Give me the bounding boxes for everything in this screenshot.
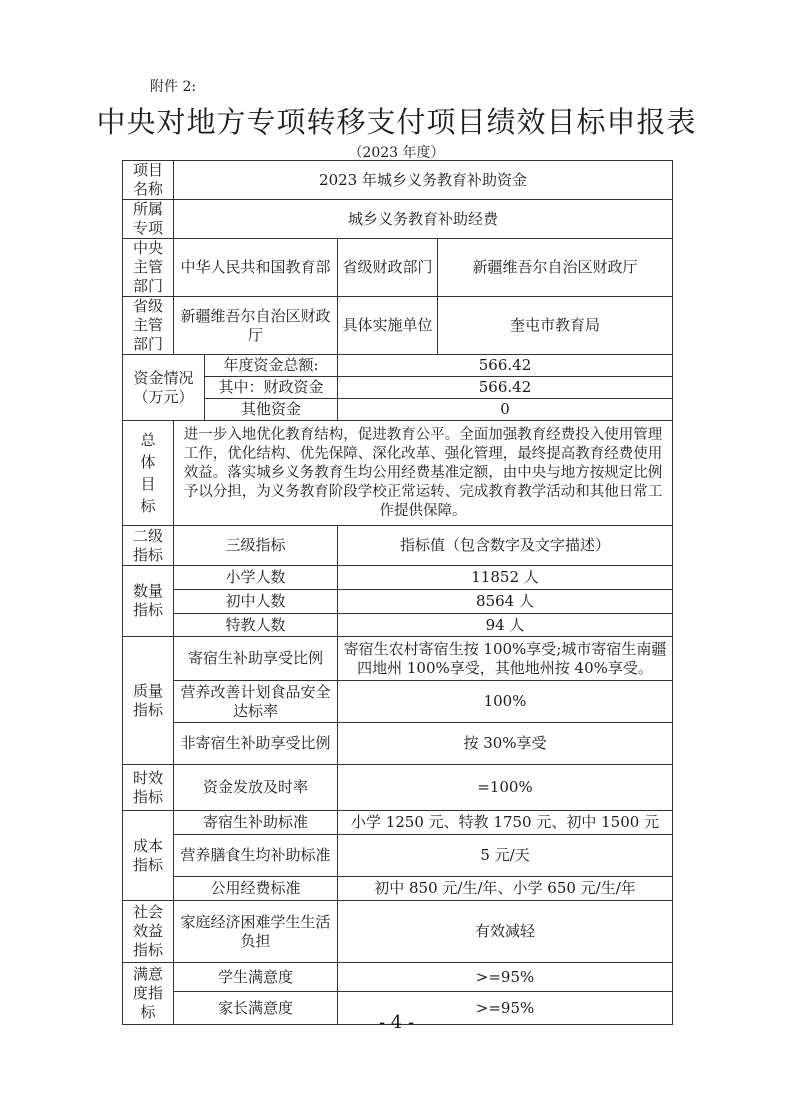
col-level3-header: 三级指标	[174, 526, 338, 566]
impl-unit-value: 奎屯市教育局	[438, 297, 673, 355]
funds-fiscal-value: 566.42	[338, 377, 673, 399]
row-quantity-1	[123, 566, 673, 590]
c2-value: 5 元/天	[338, 835, 673, 877]
row-indicator-header	[123, 526, 673, 566]
prov-finance-label: 省级财政部门	[338, 239, 438, 297]
row-funds-total	[123, 355, 673, 377]
sa1-name: 学生满意度	[174, 963, 338, 992]
quality-label: 质量指标	[123, 637, 174, 765]
row-cost-1	[123, 811, 673, 835]
impl-unit-label: 具体实施单位	[338, 297, 438, 355]
q3-name: 特教人数	[174, 614, 338, 637]
sa1-value: >=95%	[338, 963, 673, 992]
funds-label: 资金情况（万元）	[123, 355, 205, 421]
s1-name: 家庭经济困难学生生活负担	[174, 901, 338, 963]
ql3-name: 非寄宿生补助享受比例	[174, 723, 338, 765]
row-cost-3	[123, 877, 673, 901]
prov-finance-value: 新疆维吾尔自治区财政厅	[438, 239, 673, 297]
c3-name: 公用经费标准	[174, 877, 338, 901]
row-project-name	[123, 161, 673, 200]
s1-value: 有效减轻	[338, 901, 673, 963]
funds-other-label: 其他资金	[205, 399, 338, 421]
quantity-label: 数量指标	[123, 566, 174, 637]
ql1-value: 寄宿生农村寄宿生按 100%享受;城市寄宿生南疆四地州 100%享受，其他地州按 40%享受。	[338, 637, 673, 681]
row-satis-1	[123, 963, 673, 992]
row-depts-2	[123, 297, 673, 355]
prov-dept-label: 省级主管部门	[123, 297, 174, 355]
q2-name: 初中人数	[174, 590, 338, 614]
row-cost-2	[123, 835, 673, 877]
overall-goal-text: 进一步入地优化教育结构，促进教育公平。全面加强教育经费投入使用管理工作，优化结构、优先保障、深化改革、强化管理，最终提高教育经费使用效益。落实城乡义务教育生均公用经费基准定额，由中央与地方按规定比例予以分担，为义务教育阶段学校正常运转、完成教育教学活动和其他日常工作提供保障。	[174, 421, 673, 526]
attachment-label: 附件 2:	[150, 79, 197, 95]
project-name-label: 项目名称	[123, 161, 174, 200]
document-year: （2023 年度）	[348, 145, 445, 161]
row-quantity-3	[123, 614, 673, 637]
row-overall-goal	[123, 421, 673, 526]
page-number: - 4 -	[378, 1012, 415, 1033]
c2-name: 营养膳食生均补助标准	[174, 835, 338, 877]
row-quality-1	[123, 637, 673, 681]
row-social-1	[123, 901, 673, 963]
ql2-name: 营养改善计划食品安全达标率	[174, 681, 338, 723]
c1-name: 寄宿生补助标准	[174, 811, 338, 835]
central-dept-value: 中华人民共和国教育部	[174, 239, 338, 297]
col-level2-header: 二级指标	[123, 526, 174, 566]
funds-total-label: 年度资金总额:	[205, 355, 338, 377]
funds-fiscal-label: 其中：财政资金	[205, 377, 338, 399]
row-depts	[123, 239, 673, 297]
ql1-name: 寄宿生补助享受比例	[174, 637, 338, 681]
t1-value: =100%	[338, 765, 673, 811]
row-funds-fiscal	[123, 377, 673, 399]
central-dept-label: 中央主管部门	[123, 239, 174, 297]
funds-total-value: 566.42	[338, 355, 673, 377]
social-label: 社会效益指标	[123, 901, 174, 963]
row-quality-2	[123, 681, 673, 723]
overall-goal-label: 总体目标	[123, 421, 174, 526]
special-label: 所属专项	[123, 200, 174, 239]
funds-other-value: 0	[338, 399, 673, 421]
col-value-header: 指标值（包含数字及文字描述）	[338, 526, 673, 566]
q2-value: 8564 人	[338, 590, 673, 614]
satis-label: 满意度指标	[123, 963, 174, 1025]
c1-value: 小学 1250 元、特教 1750 元、初中 1500 元	[338, 811, 673, 835]
project-name-value: 2023 年城乡义务教育补助资金	[174, 161, 673, 200]
row-quality-3	[123, 723, 673, 765]
q3-value: 94 人	[338, 614, 673, 637]
prov-dept-value: 新疆维吾尔自治区财政厅	[174, 297, 338, 355]
time-label: 时效指标	[123, 765, 174, 811]
document-title: 中央对地方专项转移支付项目绩效目标申报表	[96, 105, 697, 139]
q1-name: 小学人数	[174, 566, 338, 590]
row-time-1	[123, 765, 673, 811]
ql2-value: 100%	[338, 681, 673, 723]
special-value: 城乡义务教育补助经费	[174, 200, 673, 239]
t1-name: 资金发放及时率	[174, 765, 338, 811]
performance-goal-table	[122, 160, 673, 1025]
ql3-value: 按 30%享受	[338, 723, 673, 765]
sa2-value: >=95%	[338, 992, 673, 1025]
row-funds-other	[123, 399, 673, 421]
cost-label: 成本指标	[123, 811, 174, 901]
c3-value: 初中 850 元/生/年、小学 650 元/生/年	[338, 877, 673, 901]
row-quantity-2	[123, 590, 673, 614]
q1-value: 11852 人	[338, 566, 673, 590]
row-special	[123, 200, 673, 239]
sa2-name: 家长满意度	[174, 992, 338, 1025]
